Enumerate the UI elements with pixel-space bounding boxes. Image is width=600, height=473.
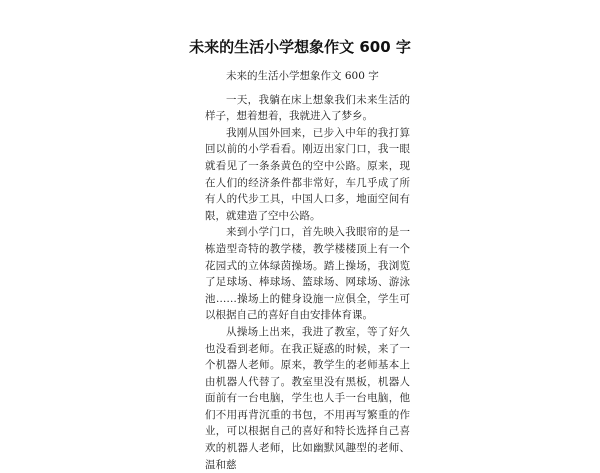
document-subtitle: 未来的生活小学想象作文 600 字 (226, 70, 379, 82)
paragraph: 我刚从国外回来，已步入中年的我打算回以前的小学看看。刚迈出家门口，我一眼就看见了一条条黄色的空中公路。原来，现在人们的经济条件都非常好，车几乎成了所有人的代步工具，中国人口多，地面空间有限，就建造了空中公路。 (205, 126, 410, 222)
document-body (205, 68, 410, 473)
document-title: 未来的生活小学想象作文 600 字 (189, 38, 411, 56)
paragraph: 一天，我躺在床上想象我们未来生活的样子，想着想着，我就进入了梦乡。 (205, 93, 410, 123)
paragraph: 从操场上出来，我进了教室，等了好久也没看到老师。在我正疑惑的时候，来了一个机器人老师。原来，教学生的老师基本上由机器人代替了。教室里没有黑板，机器人面前有一台电脑，学生也人手一台电脑，他们不用再背沉重的书包，不用再写繁重的作业，可以根据自己的喜好和特长选择自己喜欢的机器人老师，比如幽默风趣型的老师、温和慈 (205, 325, 410, 471)
paragraph: 来到小学门口，首先映入我眼帘的是一栋造型奇特的教学楼，教学楼楼顶上有一个花园式的立体绿茵操场。踏上操场，我浏览了足球场、棒球场、篮球场、网球场、游泳池……操场上的健身设施一应俱全，学生可以根据自己的喜好自由安排体育课。 (205, 226, 410, 322)
